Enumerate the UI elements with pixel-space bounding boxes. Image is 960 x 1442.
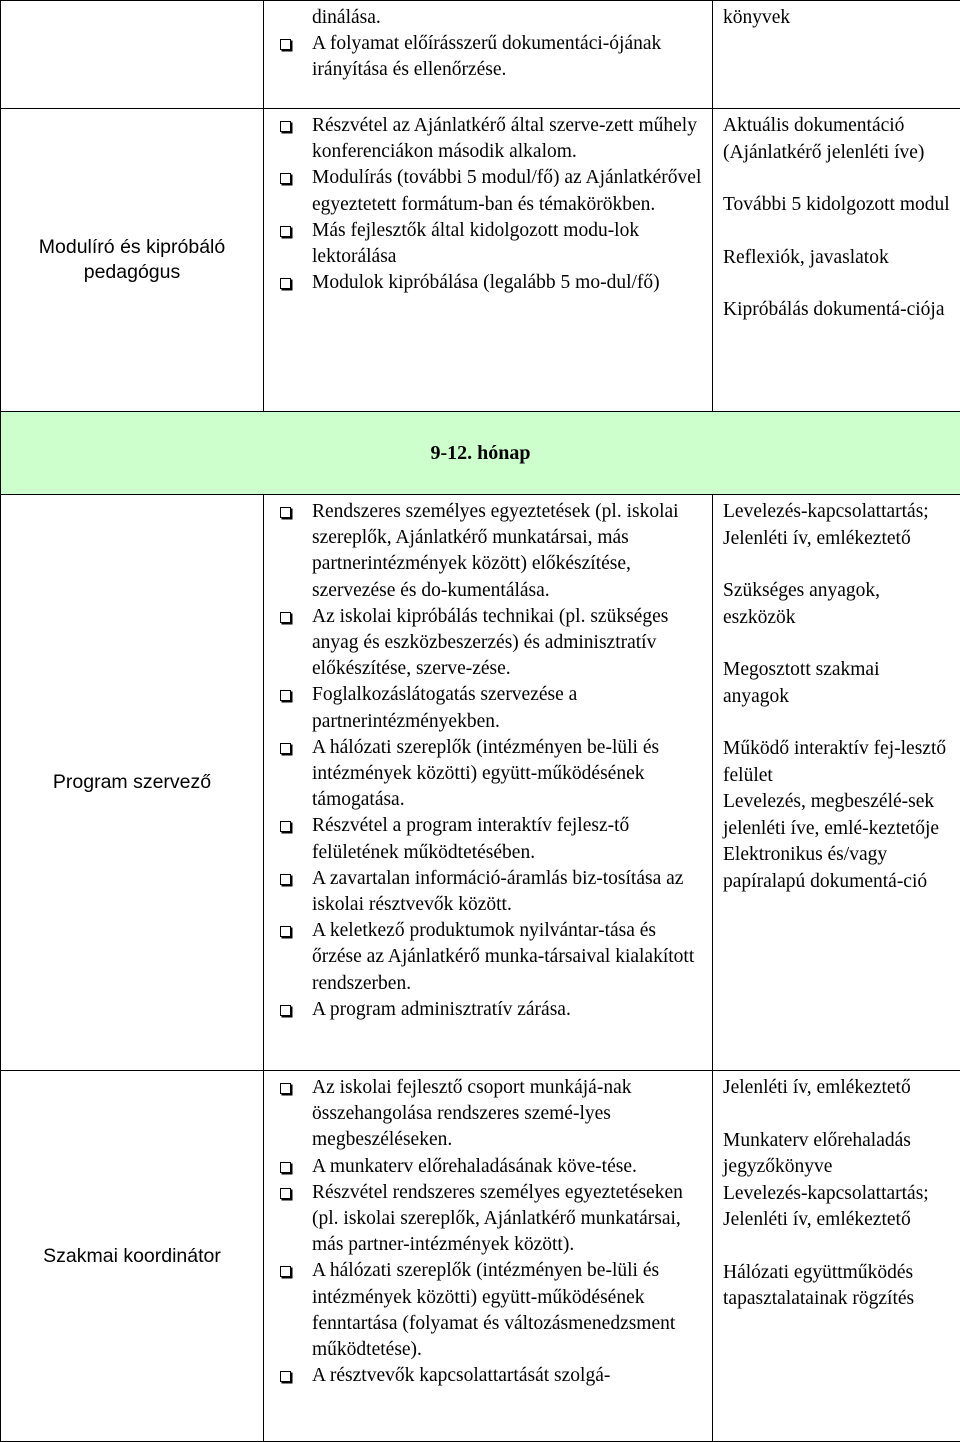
list-item: A hálózati szereplők (intézményen be-lüli és intézmények közötti) együtt-működésének fenntartása (folyamat és változásmenedzsment működtetése). [276,1258,702,1363]
table-row-continued [1,1,960,109]
task-cell [264,495,713,1071]
list-item: A hálózati szereplők (intézményen be-lüli és intézmények közötti) együtt-működésének támogatása. [276,735,702,814]
docs-cell [713,1071,960,1442]
docs-cell [713,495,960,1071]
docs-cell [713,109,960,412]
checkbox-bullet-icon [280,1371,291,1382]
checkbox-bullet-icon [280,39,291,50]
list-item: Modulírás (további 5 modul/fő) az Ajánlatkérővel egyeztetett formátum-ban és témakörökben. [276,165,702,217]
task-continued-text: dinálása. [276,5,702,31]
task-cell [264,1,713,109]
checkbox-bullet-icon [280,1188,291,1199]
list-item: A folyamat előírásszerű dokumentáci-ójának irányítása és ellenőrzése. [276,31,702,83]
docs-cell [713,1,960,109]
task-cell [264,109,713,412]
list-item: Foglalkozáslátogatás szervezése a partnerintézményekben. [276,682,702,734]
list-item: Az iskolai kipróbálás technikai (pl. szükséges anyag és eszközbeszerzés) és adminisztratív előkészítése, szerve-zése. [276,604,702,683]
checkbox-bullet-icon [280,690,291,701]
list-item: Más fejlesztők által kidolgozott modu-lok lektorálása [276,218,702,270]
doc-item: Levelezés, megbeszélé-sek jelenléti íve, emlé-keztetője [723,789,950,842]
doc-item: könyvek [723,5,950,32]
checkbox-bullet-icon [280,226,291,237]
doc-item: További 5 kidolgozott modul [723,192,950,219]
checkbox-bullet-icon [280,612,291,623]
role-cell: Szakmai koordinátor [1,1071,264,1442]
task-list [276,113,702,296]
checkbox-bullet-icon [280,121,291,132]
list-item: Részvétel az Ajánlatkérő által szerve-zett műhely konferenciákon második alkalom. [276,113,702,165]
list-item: A keletkező produktumok nyilvántar-tása és őrzése az Ajánlatkérő munka-társaival kialakított rendszerben. [276,918,702,997]
checkbox-bullet-icon [280,1083,291,1094]
checkbox-bullet-icon [280,1005,291,1016]
doc-item: Levelezés-kapcsolattartás; Jelenléti ív, emlékeztető [723,499,950,552]
list-item: Rendszeres személyes egyeztetések (pl. iskolai szereplők, Ajánlatkérő munkatársai, más partnerintézmények között) előkészítése, szervezése és do-kumentálása. [276,499,702,604]
list-item: Az iskolai fejlesztő csoport munkájá-nak összehangolása rendszeres szemé-lyes megbeszéléseken. [276,1075,702,1154]
task-list [276,1075,702,1389]
list-item: A munkaterv előrehaladásának köve-tése. [276,1154,702,1180]
phase-heading: 9-12. hónap [1,412,960,495]
doc-item: Levelezés-kapcsolattartás; Jelenléti ív, emlékeztető [723,1181,950,1234]
doc-item: Szükséges anyagok, eszközök [723,578,950,631]
role-cell: Program szervező [1,495,264,1071]
doc-item: Reflexiók, javaslatok [723,245,950,272]
doc-item: Jelenléti ív, emlékeztető [723,1075,950,1102]
list-item: Részvétel rendszeres személyes egyeztetéseken (pl. iskolai szereplők, Ajánlatkérő munkatársai, más partner-intézmények között). [276,1180,702,1259]
checkbox-bullet-icon [280,173,291,184]
doc-item: Működő interaktív fej-lesztő felület [723,736,950,789]
checkbox-bullet-icon [280,821,291,832]
checkbox-bullet-icon [280,743,291,754]
table-row-program [1,495,960,1071]
table-row-modul [1,109,960,412]
phase-row [1,412,960,495]
checkbox-bullet-icon [280,507,291,518]
list-item: A zavartalan információ-áramlás biz-tosítása az iskolai résztvevők között. [276,866,702,918]
checkbox-bullet-icon [280,1162,291,1173]
doc-item: Kipróbálás dokumentá-ciója [723,297,950,324]
list-item: A résztvevők kapcsolattartását szolgá- [276,1363,702,1389]
checkbox-bullet-icon [280,278,291,289]
checkbox-bullet-icon [280,1266,291,1277]
table-row-szakmai [1,1071,960,1442]
role-cell-empty [1,1,264,109]
list-item: Részvétel a program interaktív fejlesz-tő felületének működtetésében. [276,813,702,865]
checkbox-bullet-icon [280,874,291,885]
doc-item: Hálózati együttműködés tapasztalatainak rögzítés [723,1260,950,1313]
doc-item: Munkaterv előrehaladás jegyzőkönyve [723,1128,950,1181]
doc-item: Aktuális dokumentáció (Ajánlatkérő jelenléti íve) [723,113,950,166]
list-item: A program adminisztratív zárása. [276,997,702,1023]
doc-item: Elektronikus és/vagy papíralapú dokumentá-ció [723,842,950,895]
task-cell [264,1071,713,1442]
role-cell: Modulíró és kipróbáló pedagógus [1,109,264,412]
doc-item: Megosztott szakmai anyagok [723,657,950,710]
task-list [276,31,702,83]
task-list [276,499,702,1023]
checkbox-bullet-icon [280,926,291,937]
list-item: Modulok kipróbálása (legalább 5 mo-dul/fő) [276,270,702,296]
